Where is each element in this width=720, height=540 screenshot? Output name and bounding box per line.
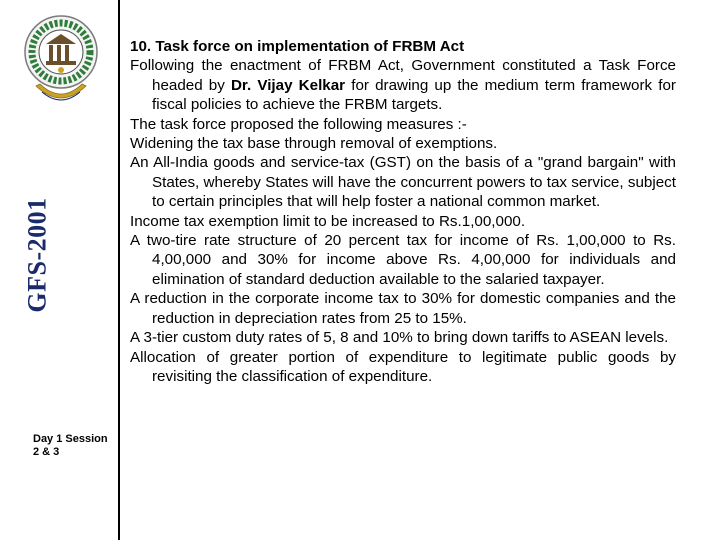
measure-item: A reduction in the corporate income tax to 30% for domestic companies and the reduction in depreciation rates from 25 to 15%. — [130, 290, 676, 327]
measure-item: Widening the tax base through removal of exemptions. — [130, 135, 498, 153]
measure-item: Allocation of greater portion of expenditure to legitimate public goods by revisiting the classification of expenditure. — [130, 348, 676, 385]
measure-item: A 3-tier custom duty rates of 5, 8 and 10% to bring down tariffs to ASEAN levels. — [130, 329, 669, 347]
measure-item: A two-tire rate structure of 20 percent tax for income of Rs. 1,00,000 to Rs. 4,00,000 and 30% for income above Rs. 4,00,000 for individuals and elimination of standard deduction available to the salaried taxpayer. — [130, 232, 676, 288]
slide-heading: 10. Task force on implementation of FRBM Act — [130, 38, 465, 55]
session-label: Day 1 Session 2 & 3 — [33, 433, 108, 458]
intro-text-before: Following the enactment of FRBM Act, Government constituted a Task Force headed by — [130, 57, 676, 94]
sidebar-divider — [118, 0, 120, 540]
course-title-text: GFS-2001 — [23, 197, 53, 313]
measure-item: An All-India goods and service-tax (GST) on the basis of a "grand bargain" with States, whereby States will have the concurrent powers to tax service, subject to certain principles that will help foster a national common market. — [130, 154, 676, 211]
institute-emblem-icon — [22, 14, 100, 114]
vertical-course-title — [18, 160, 58, 350]
intro-paragraph — [130, 56, 676, 114]
slide-content — [130, 37, 676, 386]
proposal-line: The task force proposed the following measures :- — [130, 115, 467, 133]
intro-name: Dr. Vijay Kelkar — [230, 76, 346, 94]
intro-text-after: for drawing up the medium term framework for fiscal policies to achieve the FRBM targets. — [152, 76, 676, 114]
measure-item: Income tax exemption limit to be increased to Rs.1,00,000. — [130, 212, 526, 230]
left-sidebar — [0, 0, 118, 540]
